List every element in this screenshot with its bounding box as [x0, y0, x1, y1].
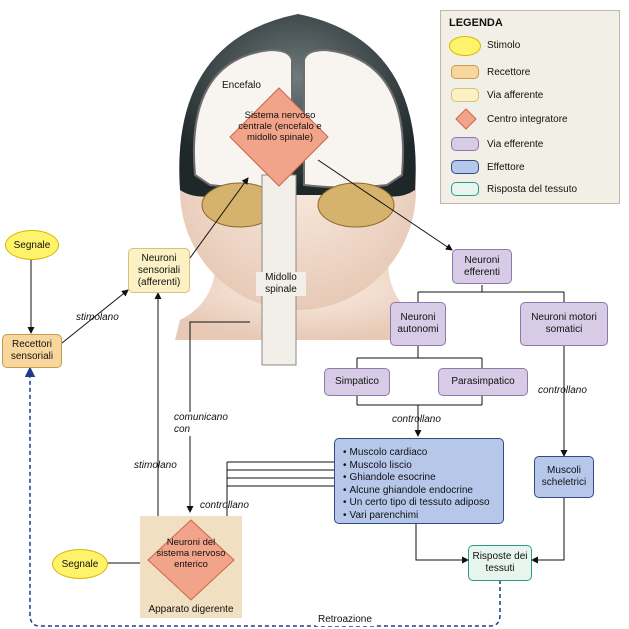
legend-recettore-label: Recettore — [487, 67, 531, 78]
effector-item: • Alcune ghiandole endocrine — [343, 485, 490, 498]
legend-efferente-label: Via efferente — [487, 139, 544, 150]
neuroni-motori-somatici: Neuroni motori somatici — [520, 302, 608, 346]
label-controllano-2: controllano — [538, 385, 587, 396]
effector-item: • Un certo tipo di tessuto adiposo — [343, 497, 490, 510]
legend-recettore-swatch — [451, 65, 479, 79]
midollo-label: Midollo spinale — [256, 272, 306, 296]
neuroni-autonomi: Neuroni autonomi — [390, 302, 446, 346]
segnale-top: Segnale — [5, 230, 59, 260]
legend-panel — [440, 10, 620, 204]
enteric-label: Neuroni del sistema nervoso enterico — [156, 537, 226, 570]
encefalo-label: Encefalo — [222, 80, 261, 91]
cns-label: Sistema nervoso centrale (encefalo e midollo spinale) — [238, 110, 322, 143]
effector-list — [343, 447, 490, 522]
risposte-tessuti: Risposte dei tessuti — [468, 545, 532, 581]
legend-risposta-label: Risposta del tessuto — [487, 184, 578, 195]
recettori-sensoriali: Recettori sensoriali — [2, 334, 62, 368]
effector-item: • Vari parenchimi — [343, 510, 490, 523]
muscoli-scheletrici: Muscoli scheletrici — [534, 456, 594, 498]
label-controllano-3: controllano — [200, 500, 249, 511]
legend-risposta-swatch — [451, 182, 479, 196]
label-stimolano-2: stimolano — [134, 460, 177, 471]
effector-list-box — [334, 438, 504, 524]
legend-stimolo-label: Stimolo — [487, 40, 521, 51]
effector-item: • Muscolo liscio — [343, 460, 490, 473]
label-comunicano: comunicano con — [174, 412, 238, 436]
neuroni-sensoriali: Neuroni sensoriali (afferenti) — [128, 248, 190, 293]
legend-afferente-swatch — [451, 88, 479, 102]
simpatico-box: Simpatico — [324, 368, 390, 396]
label-stimolano-1: stimolano — [76, 312, 119, 323]
label-controllano-1: controllano — [392, 414, 441, 425]
legend-integratore-label: Centro integratore — [487, 114, 568, 125]
neuroni-efferenti: Neuroni efferenti — [452, 249, 512, 284]
legend-effettore-label: Effettore — [487, 162, 525, 173]
apparato-label: Apparato digerente — [148, 604, 234, 615]
legend-effettore-swatch — [451, 160, 479, 174]
label-retroazione: Retroazione — [318, 614, 372, 625]
effector-item: • Muscolo cardiaco — [343, 447, 490, 460]
legend-efferente-swatch — [451, 137, 479, 151]
parasimpatico-box: Parasimpatico — [438, 368, 528, 396]
legend-integratore-swatch — [455, 108, 477, 130]
segnale-bottom: Segnale — [52, 549, 108, 579]
legend-title: LEGENDA — [449, 17, 503, 29]
legend-afferente-label: Via afferente — [487, 90, 544, 101]
legend-stimolo-swatch — [449, 36, 481, 56]
effector-item: • Ghiandole esocrine — [343, 472, 490, 485]
